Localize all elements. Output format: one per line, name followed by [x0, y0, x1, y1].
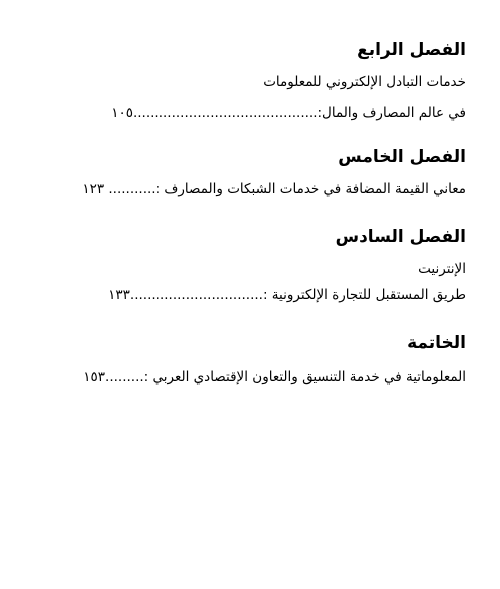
toc-section-chapter-4 [12, 38, 466, 123]
chapter-6-entry-line-2: طريق المستقبل للتجارة الإلكترونية :...............................١٣٣ [108, 287, 466, 303]
chapter-4-heading: الفصل الرابع [357, 40, 466, 60]
conclusion-entry-line-1: المعلوماتية في خدمة التنسيق والتعاون الإقتصادي العربي :.........١٥٣ [83, 369, 466, 385]
chapter-5-entry-line-1: معاني القيمة المضافة في خدمات الشبكات والمصارف :........... ١٢٣ [82, 181, 466, 197]
chapter-6-entry-line-1: الإنترنيت [418, 261, 466, 277]
table-of-contents [12, 38, 466, 387]
toc-section-chapter-5 [12, 145, 466, 199]
chapter-6-heading: الفصل السادس [335, 227, 466, 247]
toc-section-conclusion [12, 331, 466, 387]
chapter-4-entry-line-2: في عالم المصارف والمال:...........................................١٠٥ [111, 105, 466, 121]
chapter-5-heading: الفصل الخامس [338, 147, 466, 167]
chapter-4-entry-line-1: خدمات التبادل الإلكتروني للمعلومات [263, 74, 466, 90]
conclusion-heading: الخاتمة [407, 333, 466, 353]
toc-section-chapter-6 [12, 225, 466, 305]
